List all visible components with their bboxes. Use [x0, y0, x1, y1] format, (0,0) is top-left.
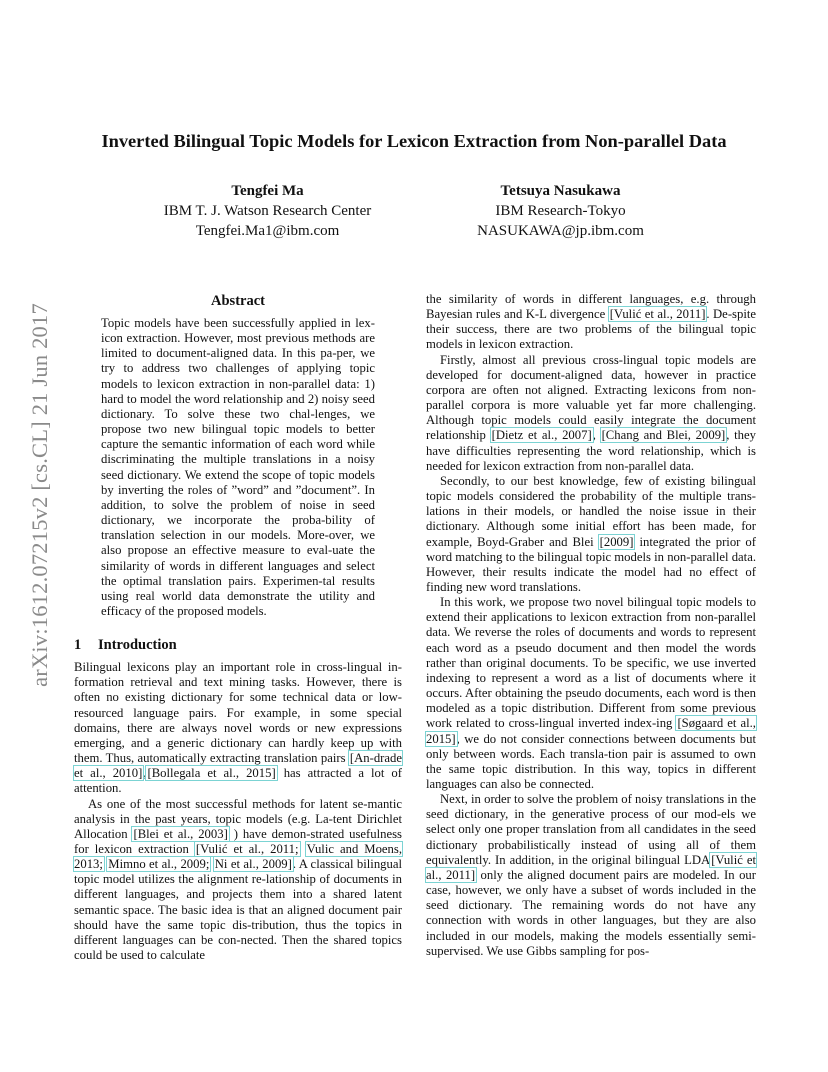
text-run: Bilingual lexicons play an important role in cross-lingual in-formation retrieval and text mining tasks. However, there is often no existing dictionary for some technical data or low-resourced language pairs. For example, in some special domains, there are always novel words or new expressions emerging, and a generic dictionary can hardly keep up with them. Thus, automatically extracting translation pairs — [74, 660, 402, 766]
left-column — [74, 292, 402, 963]
citation-link[interactable]: [Dietz et al., 2007] — [491, 428, 592, 443]
citation-link[interactable]: [Søgaard et al., 2015] — [426, 716, 756, 746]
citation-link[interactable]: [2009] — [599, 534, 634, 549]
paragraph — [426, 353, 756, 474]
intro-paragraph-2 — [74, 797, 402, 964]
author-email: NASUKAWA@jp.ibm.com — [477, 223, 644, 239]
text-run: . A classical bilingual topic model utilizes the alignment re-lationship of documents in different languages, and projects them into a shared latent semantic space. The basic idea is that an aligned document pair should have the same topic dis-tribution, thus the topics in different languages can be con-nected. Then the shared topics could be used to calculate — [74, 857, 403, 963]
paragraph — [426, 792, 756, 959]
author-affiliation: IBM T. J. Watson Research Center — [163, 203, 372, 219]
text-run: has attracted a lot of attention. — [74, 766, 402, 796]
paragraph — [426, 595, 756, 792]
citation-link[interactable]: Mimno et al., 2009; — [108, 857, 210, 872]
text-run: , — [592, 428, 601, 443]
author-affiliation: IBM Research-Tokyo — [495, 203, 626, 219]
citation-link[interactable]: [Chang and Blei, 2009] — [601, 428, 726, 443]
text-run: , they have difficulties representing the word relationship, which is needed for lexicon extraction from non-parallel data. — [426, 428, 756, 473]
text-run: In this work, we propose two novel bilingual topic models to extend their applications to lexicon extraction from non-parallel data. We reverse the roles of documents and words to represent each word as a pseudo document and then model the words rather than original documents. To be specific, we use inverted indexing to represent a word as a list of documents where it occurs. After obtaining the pseudo documents, each word is then modeled as a topic distribution. Different from some previous work related to cross-lingual inverted index-ing — [426, 595, 756, 731]
author-name: Tetsuya Nasukawa — [500, 183, 621, 199]
intro-paragraph-1 — [74, 660, 402, 796]
paper-title: Inverted Bilingual Topic Models for Lexicon Extraction from Non-parallel Data — [101, 131, 727, 151]
citation-link[interactable]: [An-drade et al., 2010] — [74, 751, 402, 781]
author-email: Tengfei.Ma1@ibm.com — [195, 223, 340, 239]
citation-link[interactable]: [Vulić et al., 2011; — [195, 842, 299, 856]
arxiv-identifier: arXiv:1612.07215v2 [cs.CL] 21 Jun 2017 — [27, 303, 52, 687]
section-heading-introduction — [74, 636, 402, 654]
author-block-1 — [120, 181, 415, 241]
citation-link[interactable]: [Vulić et al., 2011] — [609, 307, 706, 322]
text-run: integrated the prior of word matching to the bilingual topic models in non-parallel data. However, their results indicate the model had no effect of finding new word translations. — [426, 534, 756, 594]
text-run: the similarity of words in different languages, e.g. through Bayesian rules and K-L divergence — [426, 292, 756, 322]
text-run: Next, in order to solve the problem of noisy translations in the seed dictionary, in the generative process of our mod-els we select only one proper translation from all candidates in the seed dictionary probabilistically instead of using all of them equivalently. In addition, in the original bilingual LDA — [426, 792, 756, 867]
citation-link[interactable]: [Vulić et al., 2011] — [426, 852, 756, 882]
text-run: only the aligned document pairs are modeled. In our case, however, we only have a subset of words included in the seed dictionary. The remaining words do not have any connection with words in other languages, but they are also included in our models, making the models essentially semi-supervised. We use Gibbs sampling for pos- — [426, 867, 756, 958]
text-run: , — [143, 766, 147, 781]
citation-link[interactable]: Ni et al., 2009] — [214, 857, 292, 872]
text-run: , we do not consider connections between documents but only between words. Each transla-tion pair is assumed to own the same topic distribution. In this way, topics in different languages can also be connected. — [426, 731, 756, 791]
author-name: Tengfei Ma — [231, 183, 304, 199]
section-title: Introduction — [98, 637, 177, 654]
paragraph — [426, 292, 756, 353]
right-column — [426, 292, 756, 959]
text-run: ) have demon-strated usefulness for lexicon extraction — [74, 826, 402, 856]
abstract-heading: Abstract — [211, 293, 265, 309]
section-number: 1 — [74, 637, 82, 654]
citation-link[interactable]: Vulic and Moens, 2013; — [74, 842, 402, 872]
abstract-text: Topic models have been successfully applied in lex-icon extraction. However, most previous methods are limited to document-aligned data. In this pa-per, we try to address two challenges of applying topic models to lexicon extraction in non-parallel data: 1) hard to model the word relationship and 2) noisy seed dictionary. To solve these two chal-lenges, we propose two new bilingual topic models to better capture the semantic information of each word while discriminating the multiple translations in a noisy seed dictionary. We extend the scope of topic models by inverting the roles of ”word” and ”document”. In addition, to solve the problem of noise in seed dictionary, we incorporate the proba-bility of translation selection in our models. More-over, we also propose an effective measure to eval-uate the similarity of words in different languages and select the optimal translation pairs. Experimen-tal results using real world data demonstrate the utility and efficacy of the proposed models. — [101, 316, 375, 618]
text-run: Firstly, almost all previous cross-lingual topic models are developed for document-aligned data, however in practice corpora are often not aligned. Extracting lexicons from non-parallel corpora is more valuable yet far more challenging. Although topic models could easily integrate the document relationship — [426, 352, 756, 443]
text-run: As one of the most successful methods for latent se-mantic analysis in the past years, topic models (e.g. La-tent Dirichlet Allocation — [74, 796, 402, 841]
paragraph — [426, 474, 756, 595]
citation-link[interactable]: [Bollegala et al., 2015] — [147, 766, 276, 781]
author-block-2 — [413, 181, 708, 241]
text-run: . De-spite their success, there are two problems of the bilingual topic models in lexicon extraction. — [426, 307, 757, 352]
text-run: Secondly, to our best knowledge, few of existing bilingual topic models considered the probability of the multiple trans-lations in their models, or handled the noise issue in their dictionary. Although some initial effort has been made, for example, Boyd-Graber and Blei — [426, 473, 756, 549]
citation-link[interactable]: [Blei et al., 2003] — [133, 826, 228, 841]
